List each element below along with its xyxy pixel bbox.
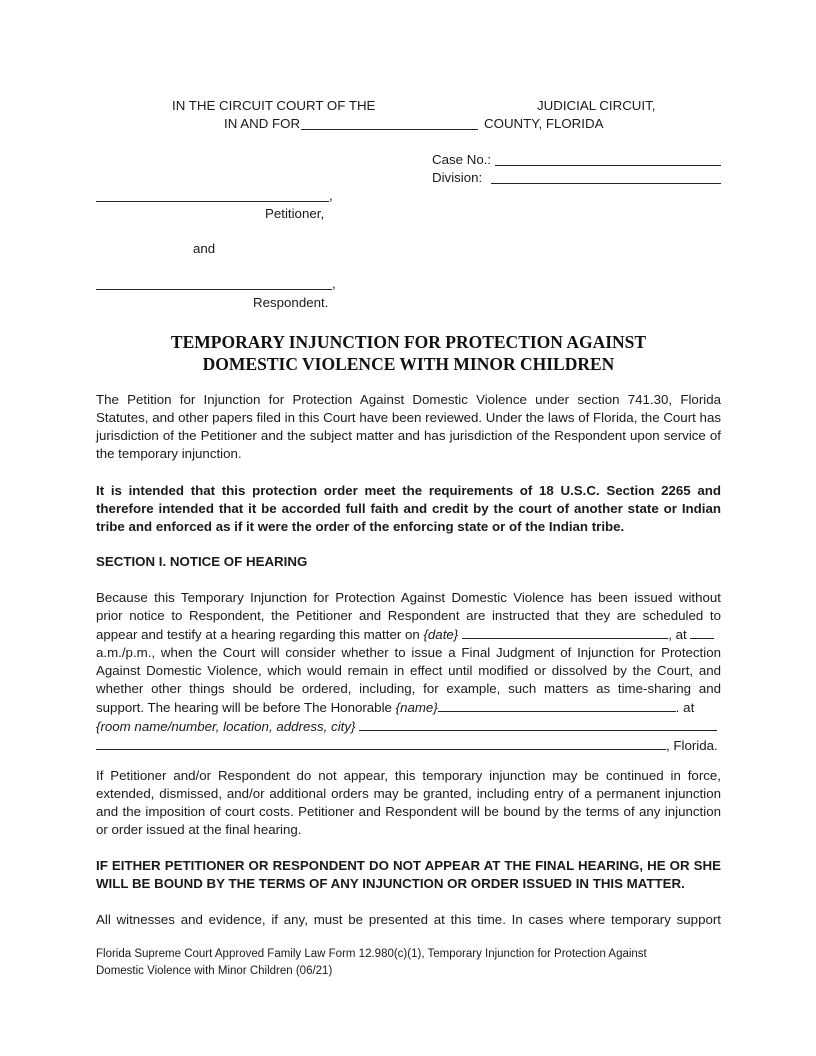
judge-name-blank[interactable] <box>438 698 676 712</box>
court-line1-right: JUDICIAL CIRCUIT, <box>537 98 656 113</box>
court-line2-left: IN AND FOR <box>224 116 301 131</box>
county-blank[interactable] <box>301 116 478 130</box>
notice-paragraph <box>96 589 721 755</box>
witnesses-line: All witnesses and evidence, if any, must be presented at this time. In cases where temporary support <box>96 912 721 927</box>
intro-paragraph: The Petition for Injunction for Protection Against Domestic Violence under section 741.30, Florida Statutes, and other papers filed in this Court have been reviewed. Under the laws of Florida, the Court has jurisdiction of the Petitioner and the subject matter and has jurisdiction of the Respondent upon service of the temporary injunction. <box>96 392 721 461</box>
date-placeholder: {date} <box>423 627 459 642</box>
notice-line4: a.m./p.m., when the Court will consider whether to issue a Final Judgment of Injunction for Protection <box>96 645 721 660</box>
notice-line9-florida: , Florida. <box>666 738 718 753</box>
petitioner-label: Petitioner, <box>265 206 325 221</box>
full-faith-paragraph: It is intended that this protection order meet the requirements of 18 U.S.C. Section 2265 and therefore intended that it be accorded full faith and credit by the court of another state or Indian tribe and enforced as if it were the order of the enforcing state or of the Indian tribe. <box>96 483 721 534</box>
division-blank[interactable] <box>491 170 721 184</box>
address-blank[interactable] <box>96 736 666 750</box>
notice-line1: Because this Temporary Injunction for Protection Against Domestic Violence has been issued without <box>96 590 721 605</box>
division-label: Division: <box>432 170 483 185</box>
case-no-label: Case No.: <box>432 152 492 167</box>
notice-line3 <box>96 625 721 644</box>
document-title <box>96 331 721 375</box>
court-line2-right: COUNTY, FLORIDA <box>484 116 604 131</box>
respondent-comma: , <box>332 276 336 291</box>
notice-line9 <box>96 736 721 755</box>
and-label: and <box>193 241 216 256</box>
notice-line5: Against Domestic Violence, which would remain in effect until modified or dissolved by the Court, and <box>96 663 721 678</box>
room-blank[interactable] <box>359 717 717 731</box>
notice-line3-at: , at <box>668 627 687 642</box>
notice-line3-text: appear and testify at a hearing regarding this matter on <box>96 627 420 642</box>
notice-line7-text: support. The hearing will be before The Honorable <box>96 700 392 715</box>
respondent-label: Respondent. <box>253 295 329 310</box>
name-placeholder: {name} <box>395 700 438 715</box>
notice-line7 <box>96 698 721 717</box>
footer-line2: Domestic Violence with Minor Children (06/21) <box>96 965 333 977</box>
date-blank[interactable] <box>462 625 668 639</box>
room-placeholder: {room name/number, location, address, city} <box>96 719 356 734</box>
petitioner-name-blank[interactable] <box>96 188 329 202</box>
time-blank[interactable] <box>690 625 714 639</box>
section1-heading: SECTION I. NOTICE OF HEARING <box>96 554 308 569</box>
notice-line2: prior notice to Respondent, the Petitioner and Respondent are instructed that they are scheduled to <box>96 608 721 623</box>
notice-line7-at: . at <box>675 700 695 715</box>
notice-line6: whether other things should be ordered, including, for example, such matters as time-sharing and <box>96 681 721 696</box>
respondent-name-blank[interactable] <box>96 276 332 290</box>
warning-paragraph: IF EITHER PETITIONER OR RESPONDENT DO NOT APPEAR AT THE FINAL HEARING, HE OR SHE WILL BE BOUND BY THE TERMS OF ANY INJUNCTION OR ORDER ISSUED IN THIS MATTER. <box>96 858 721 891</box>
court-line1-left: IN THE CIRCUIT COURT OF THE <box>172 98 376 113</box>
title-line1: TEMPORARY INJUNCTION FOR PROTECTION AGAINST <box>170 332 647 352</box>
case-no-blank[interactable] <box>495 152 721 166</box>
petitioner-comma: , <box>329 188 333 203</box>
form-footer <box>96 946 721 980</box>
footer-line1: Florida Supreme Court Approved Family Law Form 12.980(c)(1), Temporary Injunction for Protection Against <box>96 948 647 960</box>
notice-line8 <box>96 717 721 736</box>
nonappear-paragraph: If Petitioner and/or Respondent do not appear, this temporary injunction may be continued in force, extended, dismissed, and/or additional orders may be granted, including entry of a permanent injunction and the imposition of court costs. Petitioner and Respondent will be bound by the terms of any injunction or order issued at the final hearing. <box>96 768 721 837</box>
title-line2: DOMESTIC VIOLENCE WITH MINOR CHILDREN <box>202 354 615 374</box>
